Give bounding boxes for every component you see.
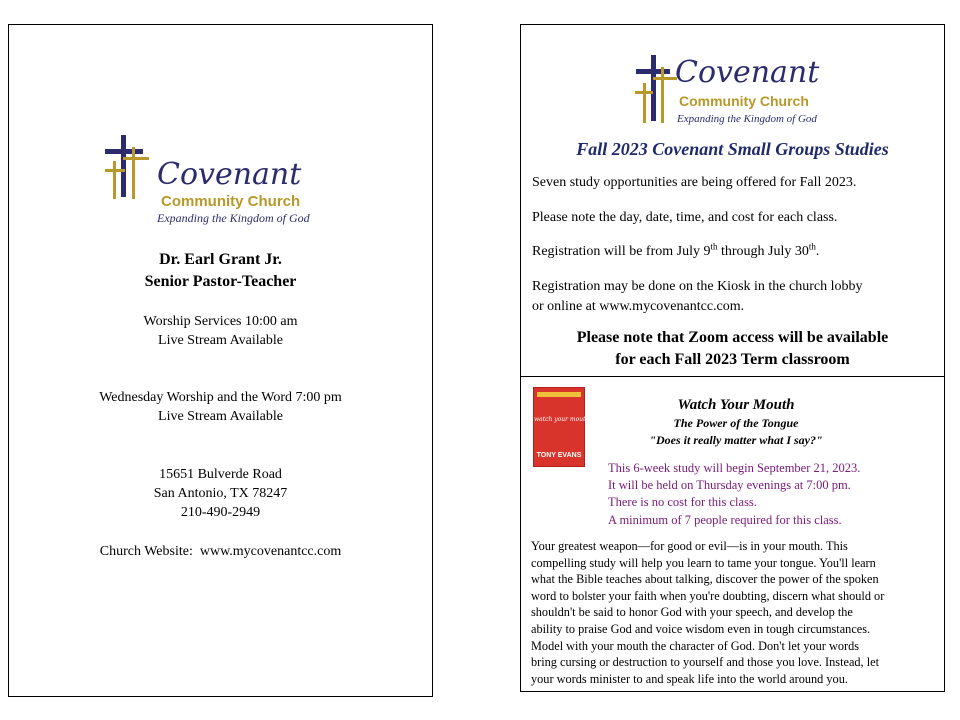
church-logo-small bbox=[631, 53, 841, 129]
cover-author: TONY EVANS bbox=[536, 452, 582, 459]
registration-text-start: Registration will be from July 9 bbox=[532, 244, 711, 259]
right-top-panel bbox=[520, 24, 945, 377]
description-line: ability to praise God and voice wisdom even in tough circumstances. bbox=[531, 622, 871, 636]
right-bottom-panel bbox=[520, 376, 945, 692]
description-line: bring cursing or destruction to yourself and those you love. Instead, let bbox=[531, 655, 879, 670]
description-line: Your greatest weapon—for good or evil—is in your mouth. This bbox=[531, 539, 848, 553]
detail-minimum: A minimum of 7 people required for this class. bbox=[608, 513, 842, 527]
website-link[interactable]: www.mycovenantcc.com bbox=[199, 544, 342, 559]
kiosk-line: Registration may be done on the Kiosk in the church lobby bbox=[532, 279, 863, 294]
book-title: Watch Your Mouth bbox=[677, 397, 795, 413]
registration-dates bbox=[532, 242, 932, 262]
website-label: Church Website: bbox=[99, 544, 193, 559]
description-line: Model with your mouth the character of God. Don't let your words bbox=[531, 638, 860, 653]
description-line: word to bolster your faith when you're doubting, discern what should or bbox=[531, 588, 885, 603]
detail-schedule: It will be held on Thursday evenings at 7:00 pm. bbox=[608, 478, 851, 492]
pastor-title: Senior Pastor-Teacher bbox=[144, 273, 297, 290]
detail-start-date: This 6-week study will begin September 21, 2023. bbox=[608, 461, 861, 475]
pastor-name: Dr. Earl Grant Jr. bbox=[159, 251, 282, 268]
registration-text-end: . bbox=[815, 244, 820, 259]
description-line: your words minister to and speak life into the world around you. bbox=[531, 671, 848, 686]
wednesday-worship: Wednesday Worship and the Word 7:00 pm bbox=[99, 390, 342, 405]
logo-tagline: Expanding the Kingdom of God bbox=[157, 211, 310, 225]
detail-cost: There is no cost for this class. bbox=[608, 495, 757, 509]
website-line bbox=[9, 542, 432, 561]
zoom-note-line2: for each Fall 2023 Term classroom bbox=[615, 351, 850, 368]
address-city: San Antonio, TX 78247 bbox=[153, 486, 288, 501]
wednesday-live-stream: Live Stream Available bbox=[158, 409, 283, 424]
book-subtitle: The Power of the Tongue bbox=[673, 416, 799, 430]
description-line: compelling study will help you learn to tame your tongue. You'll learn bbox=[531, 555, 876, 570]
book-cover-image bbox=[533, 387, 590, 467]
phone-number: 210-490-2949 bbox=[180, 505, 261, 520]
intro-line: Seven study opportunities are being offered for Fall 2023. bbox=[532, 175, 857, 190]
logo-tagline: Expanding the Kingdom of God bbox=[677, 113, 817, 125]
address-street: 15651 Bulverde Road bbox=[159, 467, 282, 482]
registration-text-middle: through July 30 bbox=[717, 244, 809, 259]
studies-title: Fall 2023 Covenant Small Groups Studies bbox=[576, 139, 889, 159]
logo-subword: Community Church bbox=[679, 93, 809, 109]
cover-title: watch your mouth bbox=[534, 416, 590, 423]
logo-word: Covenant bbox=[157, 157, 302, 192]
online-line: or online at www.mycovenantcc.com. bbox=[532, 299, 745, 314]
church-logo bbox=[99, 131, 349, 225]
left-panel bbox=[8, 24, 433, 697]
cover-band bbox=[537, 392, 581, 397]
ordinal-suffix: th bbox=[710, 241, 718, 252]
worship-live-stream: Live Stream Available bbox=[158, 333, 283, 348]
description-line: shouldn't be said to honor God with your speech, and develop the bbox=[531, 605, 853, 620]
zoom-note bbox=[521, 327, 944, 371]
ordinal-suffix: th bbox=[808, 241, 816, 252]
zoom-note-line1: Please note that Zoom access will be available bbox=[576, 329, 889, 346]
logo-word: Covenant bbox=[675, 55, 820, 90]
note-line: Please note the day, date, time, and cost for each class. bbox=[532, 210, 838, 225]
book-question: "Does it really matter what I say?" bbox=[649, 433, 823, 447]
worship-services: Worship Services 10:00 am bbox=[143, 314, 298, 329]
logo-subword: Community Church bbox=[161, 193, 301, 210]
description-line: what the Bible teaches about talking, discover the power of the spoken bbox=[531, 572, 879, 587]
